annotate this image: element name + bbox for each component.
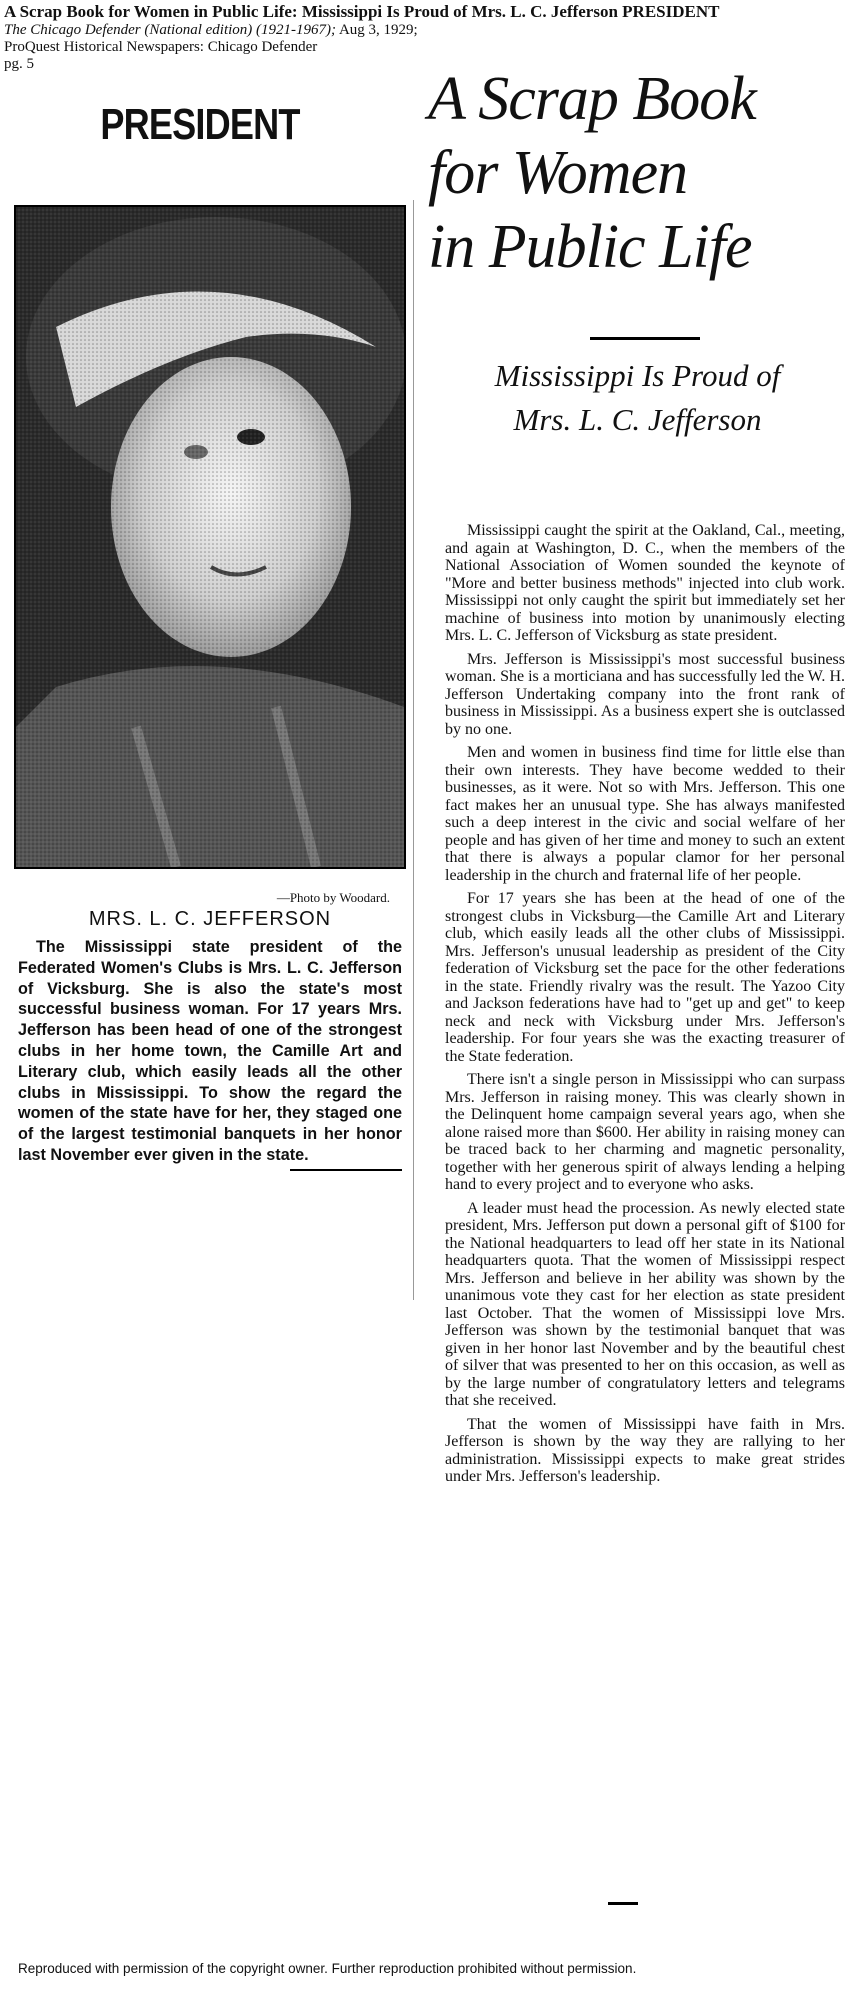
- publication-date: Aug 3, 1929;: [336, 22, 418, 38]
- headline-divider: [590, 337, 700, 340]
- president-label: PRESIDENT: [100, 100, 300, 149]
- portrait-photo: [14, 205, 406, 869]
- headline: [428, 62, 848, 284]
- subheadline: [425, 354, 850, 442]
- article-paragraph: Mrs. Jefferson is Mississippi's most successful business woman. She is a morticiana and has successfully led the W. H. Jefferson Undertaking company into the front rank of business in Mississippi. As a business expert she is outclassed by no one.: [445, 650, 845, 738]
- column-divider: [413, 200, 414, 1300]
- article-body: [445, 522, 845, 1492]
- caption-body: The Mississippi state president of the Federated Women's Clubs is Mrs. L. C. Jefferson of Vicksburg. She is also the state's most successful business woman. For 17 years Mrs. Jefferson has been head of one of the strongest clubs in her home town, the Camille Art and Literary club, which easily leads all the other clubs in Mississippi. To show the regard the women of the state have for her, they staged one of the largest testimonial banquets in her honor last November ever given in the state.: [18, 938, 402, 1164]
- article-end-mark: [608, 1902, 638, 1905]
- headline-line-1: A Scrap Book: [428, 65, 756, 133]
- caption-name: MRS. L. C. JEFFERSON: [88, 908, 332, 930]
- article-paragraph: Men and women in business find time for little else than their own interests. They have become wedded to their businesses, as it were. Not so with Mrs. Jefferson. This one fact makes her an unusual type. She has always manifested such a deep interest in the civic and social welfare of her people and has given of her time and money to such an extent that there is always a popular clamor for her personal leadership in the church and fraternal life of her people.: [445, 744, 845, 884]
- portrait-image: [16, 207, 404, 867]
- subheadline-line-1: Mississippi Is Proud of: [494, 358, 781, 393]
- page-number: pg. 5: [4, 56, 34, 72]
- citation-line: [4, 22, 854, 39]
- subheadline-line-2: Mrs. L. C. Jefferson: [513, 402, 762, 437]
- headline-line-3: in Public Life: [428, 213, 752, 281]
- publication-name: The Chicago Defender (National edition) (1921-1967);: [4, 22, 337, 38]
- article-paragraph: There isn't a single person in Mississippi who can surpass Mrs. Jefferson in raising money. This was clearly shown in the Delinquent home campaign several years ago, when she alone raised more than $600. Her ability in raising money can be traced back to her charming and magnetic personality, together with her generous spirit of always lending a helping hand to every project and to everyone who asks.: [445, 1071, 845, 1193]
- article-paragraph: That the women of Mississippi have faith in Mrs. Jefferson is shown by the way they are rallying to her administration. Mississippi expects to make great strides under Mrs. Jefferson's leadership.: [445, 1415, 845, 1485]
- article-paragraph: Mississippi caught the spirit at the Oakland, Cal., meeting, and again at Washington, D. C., when the members of the National Association of Women sounded the keynote of "More and better business methods" injected into club work. Mississippi not only caught the spirit but immediately set her machine of business into motion by unanimously electing Mrs. L. C. Jefferson of Vicksburg as state president.: [445, 522, 845, 644]
- document-title: A Scrap Book for Women in Public Life: Mississippi Is Proud of Mrs. L. C. Jefferson PRESIDENT: [4, 2, 720, 21]
- headline-line-2: for Women: [428, 139, 688, 207]
- caption-divider: [290, 1169, 402, 1171]
- article-paragraph: A leader must head the procession. As newly elected state president, Mrs. Jefferson put down a personal gift of $100 for the National headquarters to lead off her state in its National headquarters quota. That the women of Mississippi respect Mrs. Jefferson and believe in her ability was shown by the unanimous vote they cast for her election as state president last October. That the women of Mississippi love Mrs. Jefferson was shown by the testimonial banquet that was given in her honor last November and by the beautiful chest of silver that was presented to her on this occasion, as well as by the large number of congratulatory letters and telegrams that she received.: [445, 1199, 845, 1409]
- database-name: ProQuest Historical Newspapers: Chicago Defender: [4, 39, 318, 55]
- copyright-notice: Reproduced with permission of the copyright owner. Further reproduction prohibited without permission.: [18, 1961, 637, 1976]
- article-paragraph: For 17 years she has been at the head of one of the strongest clubs in Vicksburg—the Camille Art and Literary club, which easily leads all the other clubs of Mississippi. Mrs. Jefferson's unusual leadership as president of the City federation of Vicksburg set the pace for the other federations in the state. Friendly rivalry was the result. The Yazoo City and Jackson federations have had to "get up and get" to keep neck and neck with Vicksburg under Mrs. Jefferson's leadership. For four years she was the exacting treasurer of the State federation.: [445, 890, 845, 1065]
- photo-credit: —Photo by Woodard.: [276, 890, 390, 905]
